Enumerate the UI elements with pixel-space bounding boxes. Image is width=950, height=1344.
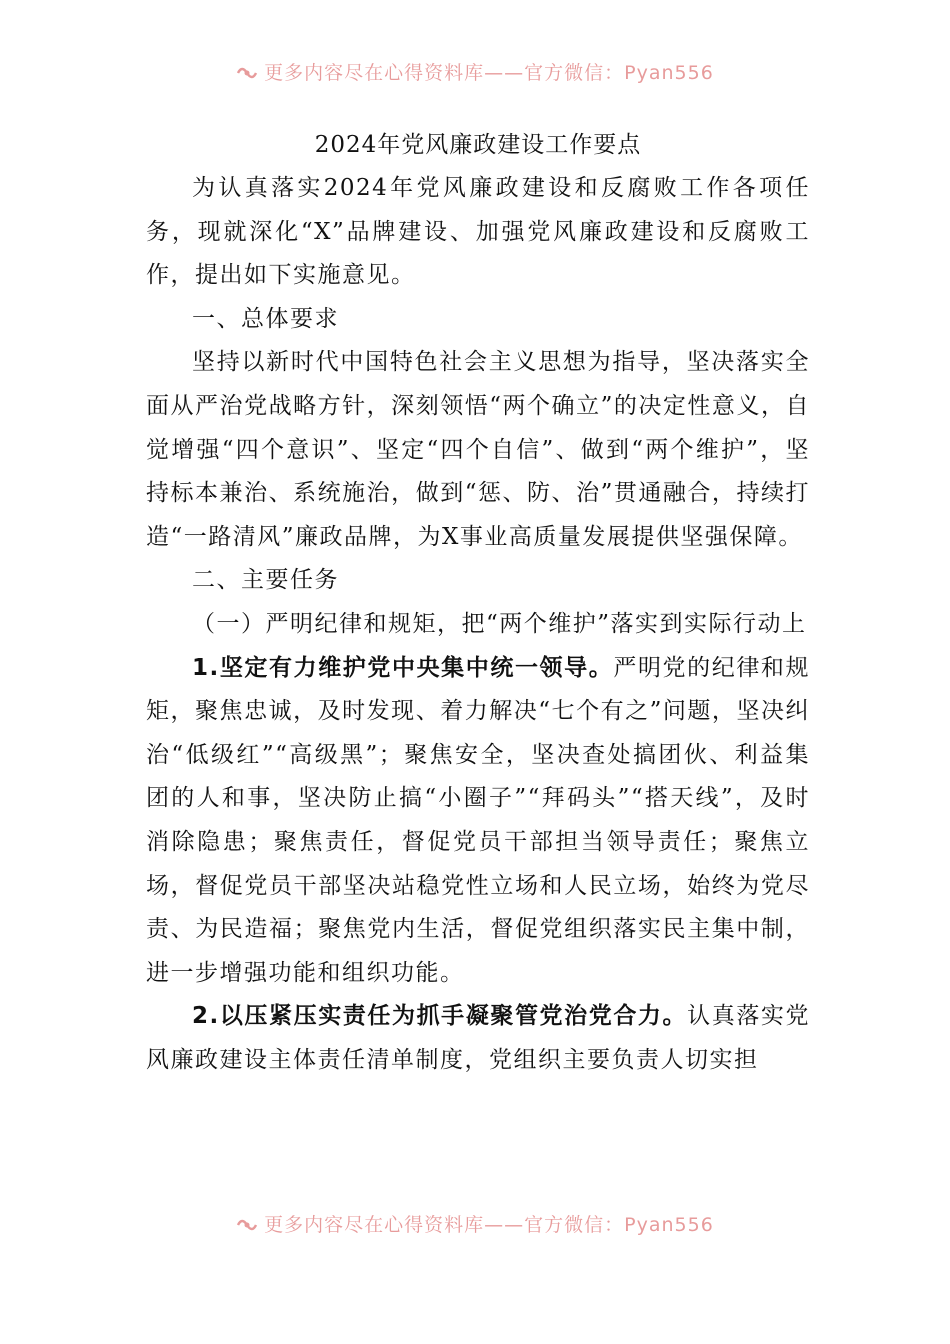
watermark-text: 更多内容尽在心得资料库——官方微信：Pyan556 [264, 1214, 714, 1236]
watermark-text: 更多内容尽在心得资料库——官方微信：Pyan556 [264, 62, 714, 84]
watermark-logo-icon [236, 1216, 258, 1234]
item-2-paragraph [146, 995, 810, 1082]
section-1-heading: 一、总体要求 [192, 305, 339, 332]
item-2-body: 认真落实党风廉政建设主体责任清单制度，党组织主要负责人切实担 [146, 1003, 810, 1073]
section-1-paragraph: 坚持以新时代中国特色社会主义思想为指导，坚决落实全面从严治党战略方针，深刻领悟“两个确立”的决定性意义，自觉增强“四个意识”、坚定“四个自信”、做到“两个维护”，坚持标本兼治、系统施治，做到“惩、防、治”贯通融合，持续打造“一路清风”廉政品牌，为X事业高质量发展提供坚强保障。 [146, 349, 810, 550]
section-2-heading: 二、主要任务 [192, 567, 339, 594]
watermark-logo-icon [236, 64, 258, 82]
item-1-body: 严明党的纪律和规矩，聚焦忠诚，及时发现、着力解决“七个有之”问题，坚决纠治“低级红”“高级黑”；聚焦安全，坚决查处搞团伙、利益集团的人和事，坚决防止搞“小圈子”“拜码头”“搭天线”，及时消除隐患；聚焦责任，督促党员干部担当领导责任；聚焦立场，督促党员干部坚决站稳党性立场和人民立场，始终为党尽责、为民造福；聚焦党内生活，督促党组织落实民主集中制，进一步增强功能和组织功能。 [146, 654, 810, 986]
watermark-top [0, 58, 950, 85]
item-1-lead: 1.坚定有力维护党中央集中统一领导。 [192, 654, 614, 681]
document-body [146, 123, 810, 1082]
watermark-bottom [0, 1210, 950, 1237]
document-title: 2024年党风廉政建设工作要点 [314, 132, 642, 158]
item-2-lead: 2.以压紧压实责任为抓手凝聚管党治党合力。 [192, 1003, 688, 1030]
subsection-1-heading: （一）严明纪律和规矩，把“两个维护”落实到实际行动上 [192, 610, 807, 637]
item-1-paragraph [146, 647, 810, 996]
intro-paragraph: 为认真落实2024年党风廉政建设和反腐败工作各项任务，现就深化“X”品牌建设、加强党风廉政建设和反腐败工作，提出如下实施意见。 [146, 175, 810, 289]
